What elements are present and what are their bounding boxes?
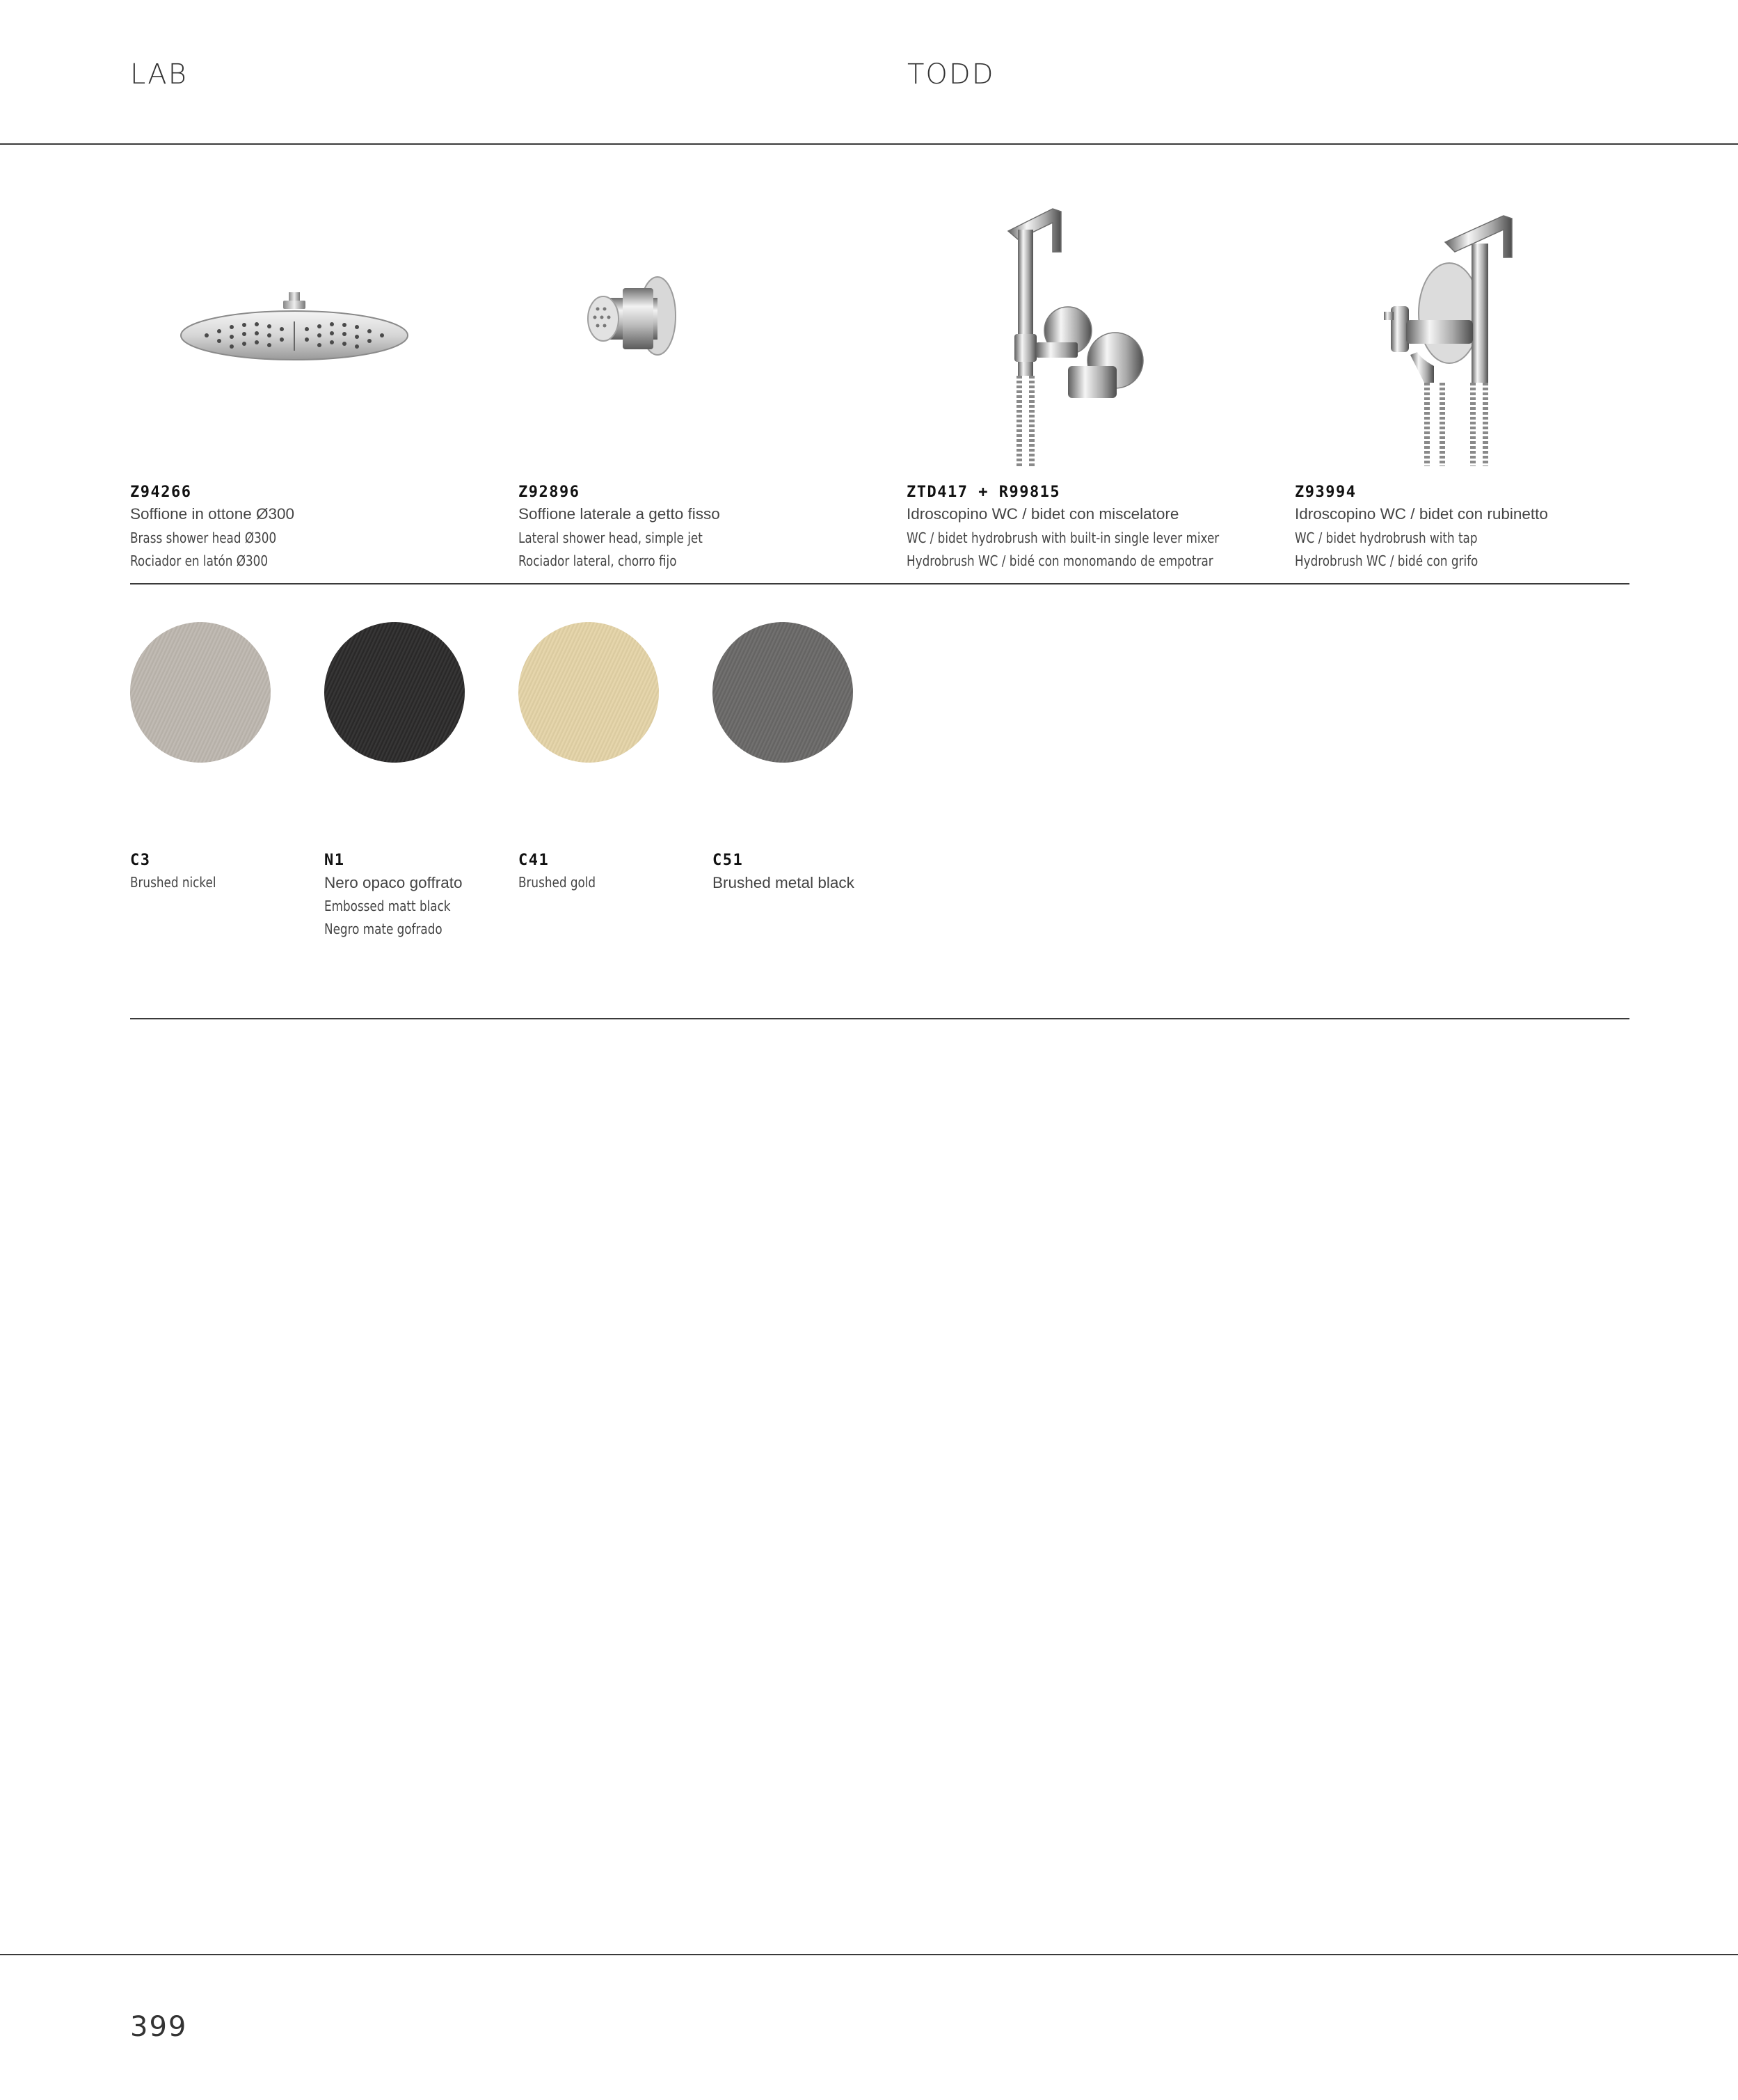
product-name-it: Soffione laterale a getto fisso — [518, 505, 720, 523]
product-card — [130, 188, 520, 569]
product-card — [907, 188, 1296, 569]
header-collection-todd: TODD — [907, 58, 995, 90]
finish-card — [324, 622, 505, 937]
finish-name: Brushed gold — [518, 874, 596, 891]
round-shower-head-icon — [130, 188, 520, 473]
hydrobrush-mixer-icon — [907, 188, 1296, 473]
product-card — [518, 188, 908, 569]
finish-card — [130, 622, 311, 891]
product-code: Z94266 — [130, 484, 192, 501]
bottom-divider — [0, 1954, 1738, 1955]
page-number: 399 — [130, 2011, 188, 2043]
finish-swatch — [130, 622, 271, 763]
top-divider — [0, 143, 1738, 145]
product-name-es: Hydrobrush WC / bidé con grifo — [1295, 552, 1478, 569]
finish-card — [712, 622, 893, 891]
product-code: ZTD417 + R99815 — [907, 484, 1061, 501]
product-name-en: Brass shower head Ø300 — [130, 530, 277, 546]
header-collection-lab: LAB — [130, 58, 188, 90]
finish-swatch — [518, 622, 659, 763]
finish-name-en: Embossed matt black — [324, 898, 451, 914]
finish-card — [518, 622, 699, 891]
product-name-it: Idroscopino WC / bidet con miscelatore — [907, 505, 1179, 523]
finish-name: Brushed nickel — [130, 874, 216, 891]
product-name-es: Rociador lateral, chorro fijo — [518, 552, 677, 569]
finish-swatch — [324, 622, 465, 763]
product-name-it: Idroscopino WC / bidet con rubinetto — [1295, 505, 1548, 523]
product-name-en: Lateral shower head, simple jet — [518, 530, 703, 546]
product-code: Z92896 — [518, 484, 580, 501]
finish-name-it: Nero opaco goffrato — [324, 874, 463, 891]
product-name-en: WC / bidet hydrobrush with built-in single lever mixer — [907, 530, 1220, 546]
product-name-en: WC / bidet hydrobrush with tap — [1295, 530, 1478, 546]
finishes-divider — [130, 1018, 1629, 1019]
products-divider — [130, 583, 1629, 584]
finish-code: C51 — [712, 852, 744, 869]
product-code: Z93994 — [1295, 484, 1357, 501]
lateral-jet-icon — [518, 188, 908, 473]
finish-swatch — [712, 622, 853, 763]
finish-name: Brushed metal black — [712, 874, 854, 891]
finish-code: N1 — [324, 852, 345, 869]
hydrobrush-tap-icon — [1295, 188, 1684, 473]
finish-code: C41 — [518, 852, 550, 869]
product-card — [1295, 188, 1684, 569]
product-name-es: Hydrobrush WC / bidé con monomando de empotrar — [907, 552, 1213, 569]
product-name-it: Soffione in ottone Ø300 — [130, 505, 295, 523]
finish-code: C3 — [130, 852, 151, 869]
finish-name-es: Negro mate gofrado — [324, 921, 443, 937]
product-name-es: Rociador en latón Ø300 — [130, 552, 269, 569]
